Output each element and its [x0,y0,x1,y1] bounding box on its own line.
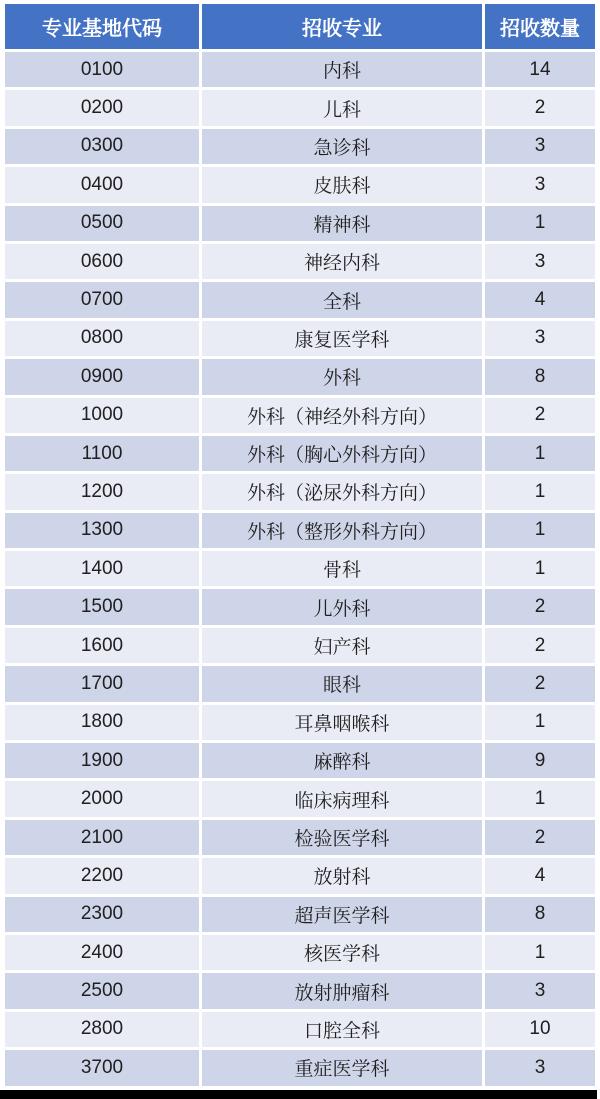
cell-count: 1 [485,436,595,471]
table-row [5,781,595,816]
cell-specialty: 神经内科 [202,244,482,279]
cell-count: 4 [485,858,595,893]
cell-count: 9 [485,743,595,778]
cell-specialty: 妇产科 [202,628,482,663]
bottom-border-bar [0,1090,597,1099]
cell-code: 1300 [5,513,199,548]
cell-code: 0200 [5,90,199,125]
table-row [5,897,595,932]
table-row [5,628,595,663]
cell-count: 2 [485,90,595,125]
header-cell-count: 招收数量 [485,4,595,49]
cell-code: 2400 [5,935,199,970]
cell-count: 14 [485,52,595,87]
cell-specialty: 外科（整形外科方向） [202,513,482,548]
cell-count: 3 [485,244,595,279]
cell-count: 1 [485,705,595,740]
cell-specialty: 核医学科 [202,935,482,970]
table-row [5,973,595,1008]
cell-count: 2 [485,589,595,624]
table-row [5,820,595,855]
table-row [5,589,595,624]
cell-code: 1200 [5,474,199,509]
table-row [5,436,595,471]
cell-specialty: 外科（胸心外科方向） [202,436,482,471]
table-row [5,206,595,241]
cell-count: 1 [485,206,595,241]
cell-count: 3 [485,321,595,356]
cell-count: 3 [485,973,595,1008]
table-row [5,551,595,586]
cell-count: 4 [485,282,595,317]
cell-code: 0100 [5,52,199,87]
table-row [5,858,595,893]
cell-specialty: 检验医学科 [202,820,482,855]
table-row [5,666,595,701]
cell-specialty: 儿外科 [202,589,482,624]
cell-specialty: 骨科 [202,551,482,586]
table-row [5,474,595,509]
table-row [5,359,595,394]
cell-code: 1700 [5,666,199,701]
cell-count: 1 [485,551,595,586]
cell-code: 1000 [5,398,199,433]
cell-specialty: 重症医学科 [202,1050,482,1085]
cell-code: 0700 [5,282,199,317]
table-row [5,282,595,317]
cell-code: 0400 [5,167,199,202]
cell-code: 0300 [5,129,199,164]
cell-count: 1 [485,513,595,548]
cell-specialty: 外科（泌尿外科方向） [202,474,482,509]
recruitment-table [2,1,598,1089]
table-row [5,129,595,164]
cell-count: 1 [485,935,595,970]
table-row [5,1050,595,1085]
cell-count: 3 [485,167,595,202]
cell-code: 1800 [5,705,199,740]
cell-count: 2 [485,820,595,855]
cell-count: 2 [485,666,595,701]
table-header [5,4,595,49]
table-body [5,52,595,1086]
cell-count: 8 [485,359,595,394]
cell-specialty: 内科 [202,52,482,87]
cell-code: 0900 [5,359,199,394]
cell-specialty: 眼科 [202,666,482,701]
cell-specialty: 儿科 [202,90,482,125]
table-row [5,244,595,279]
cell-code: 1400 [5,551,199,586]
table-row [5,167,595,202]
header-cell-specialty: 招收专业 [202,4,482,49]
table-row [5,743,595,778]
cell-count: 2 [485,628,595,663]
cell-count: 3 [485,1050,595,1085]
cell-code: 0800 [5,321,199,356]
table-row [5,1012,595,1047]
cell-code: 2800 [5,1012,199,1047]
table-row [5,52,595,87]
cell-code: 2300 [5,897,199,932]
cell-specialty: 临床病理科 [202,781,482,816]
cell-count: 1 [485,474,595,509]
cell-count: 2 [485,398,595,433]
cell-specialty: 放射科 [202,858,482,893]
cell-code: 2500 [5,973,199,1008]
cell-specialty: 精神科 [202,206,482,241]
table-row [5,513,595,548]
cell-code: 2100 [5,820,199,855]
cell-count: 3 [485,129,595,164]
recruitment-table-wrap [2,1,598,1089]
cell-count: 10 [485,1012,595,1047]
cell-count: 8 [485,897,595,932]
cell-count: 1 [485,781,595,816]
cell-code: 3700 [5,1050,199,1085]
cell-specialty: 耳鼻咽喉科 [202,705,482,740]
cell-specialty: 口腔全科 [202,1012,482,1047]
cell-specialty: 超声医学科 [202,897,482,932]
header-row [5,4,595,49]
header-cell-code: 专业基地代码 [5,4,199,49]
cell-specialty: 皮肤科 [202,167,482,202]
cell-specialty: 外科 [202,359,482,394]
table-row [5,90,595,125]
cell-specialty: 急诊科 [202,129,482,164]
table-row [5,705,595,740]
cell-code: 2200 [5,858,199,893]
cell-code: 0500 [5,206,199,241]
table-row [5,321,595,356]
cell-specialty: 放射肿瘤科 [202,973,482,1008]
cell-code: 1100 [5,436,199,471]
cell-code: 2000 [5,781,199,816]
table-row [5,935,595,970]
cell-code: 1900 [5,743,199,778]
table-row [5,398,595,433]
cell-code: 1500 [5,589,199,624]
cell-code: 1600 [5,628,199,663]
cell-specialty: 全科 [202,282,482,317]
cell-specialty: 外科（神经外科方向） [202,398,482,433]
cell-code: 0600 [5,244,199,279]
cell-specialty: 康复医学科 [202,321,482,356]
cell-specialty: 麻醉科 [202,743,482,778]
